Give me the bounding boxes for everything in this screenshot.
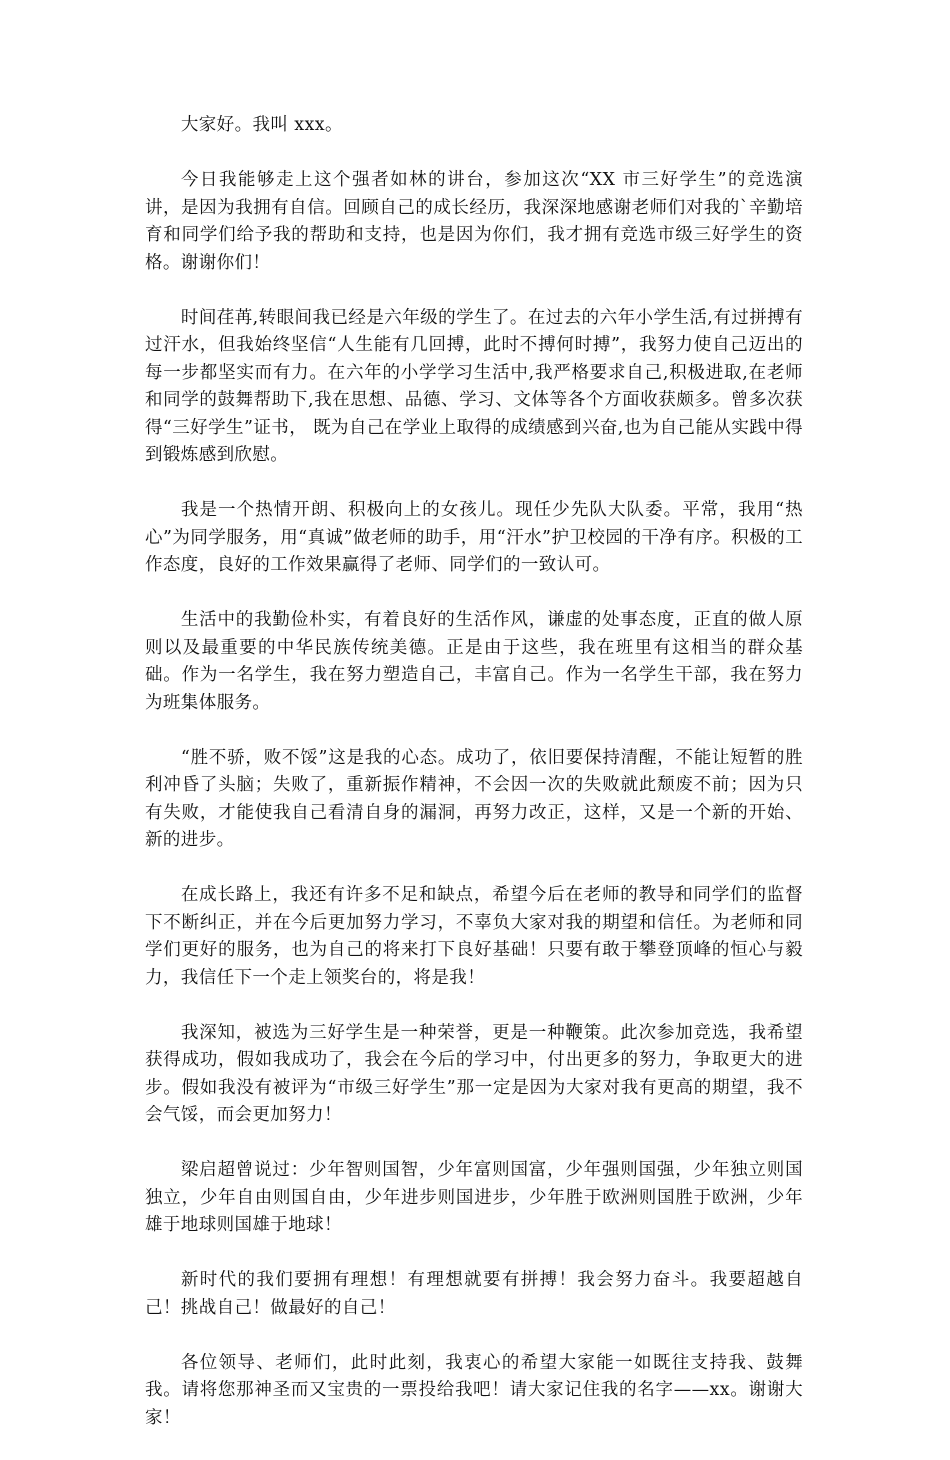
paragraph-honor: 我深知，被选为三好学生是一种荣誉，更是一种鞭策。此次参加竞选，我希望获得成功，假如我成功了，我会在今后的学习中，付出更多的努力，争取更大的进步。假如我没有被评为“市级三好学生”那一定是因为大家对我有更高的期望，我不会气馁，而会更加努力！ [145,1022,803,1125]
paragraph-growth: 在成长路上，我还有许多不足和缺点，希望今后在老师的教导和同学们的监督下不断纠正，并在今后更加努力学习，不辜负大家对我的期望和信任。为老师和同学们更好的服务，也为自己的将来打下良好基础！只要有敢于攀登顶峰的恒心与毅力，我信任下一个走上领奖台的，将是我！ [145,885,803,988]
paragraph-ideals: 新时代的我们要拥有理想！有理想就要有拼搏！我会努力奋斗。我要超越自己！挑战自己！做最好的自己！ [145,1270,803,1318]
paragraph-six-years: 时间荏苒,转眼间我已经是六年级的学生了。在过去的六年小学生活,有过拼搏有过汗水，但我始终坚信“人生能有几回搏，此时不搏何时搏”，我努力使自己迈出的每一步都坚实而有力。在六年的小学学习生活中,我严格要求自己,积极进取,在老师和同学的鼓舞帮助下,我在思想、品德、学习、文体等各个方面收获颇多。曾多次获得“三好学生”证书， 既为自己在学业上取得的成绩感到兴奋,也为自己能从实践中得到锻炼感到欣慰。 [145,307,803,465]
speech-text-body [145,112,803,1460]
paragraph-attitude: “胜不骄，败不馁”这是我的心态。成功了，依旧要保持清醒，不能让短暂的胜利冲昏了头脑；失败了，重新振作精神，不会因一次的失败就此颓废不前；因为只有失败，才能使我自己看清自身的漏洞，再努力改正，这样，又是一个新的开始、新的进步。 [145,747,803,850]
paragraph-closing: 各位领导、老师们，此时此刻，我衷心的希望大家能一如既往支持我、鼓舞我。请将您那神圣而又宝贵的一票投给我吧！请大家记住我的名字——xx。谢谢大家！ [145,1352,803,1428]
paragraph-introduction: 今日我能够走上这个强者如林的讲台，参加这次“XX 市三好学生”的竞选演讲，是因为我拥有自信。回顾自己的成长经历，我深深地感谢老师们对我的`辛勤培育和同学们给予我的帮助和支持，也是因为你们，我才拥有竞选市级三好学生的资格。谢谢你们！ [145,170,803,273]
paragraph-life-style: 生活中的我勤俭朴实，有着良好的生活作风，谦虚的处事态度，正直的做人原则以及最重要的中华民族传统美德。正是由于这些，我在班里有这相当的群众基础。作为一名学生，我在努力塑造自己，丰富自己。作为一名学生干部，我在努力为班集体服务。 [145,610,803,713]
paragraph-quote: 梁启超曾说过：少年智则国智，少年富则国富，少年强则国强，少年独立则国独立，少年自由则国自由，少年进步则国进步，少年胜于欧洲则国胜于欧洲，少年雄于地球则国雄于地球！ [145,1160,803,1235]
paragraph-personality: 我是一个热情开朗、积极向上的女孩儿。现任少先队大队委。平常，我用“热心”为同学服务，用“真诚”做老师的助手，用“汗水”护卫校园的干净有序。积极的工作态度，良好的工作效果赢得了老师、同学们的一致认可。 [145,500,803,575]
paragraph-greeting: 大家好。我叫 xxx。 [180,115,343,135]
